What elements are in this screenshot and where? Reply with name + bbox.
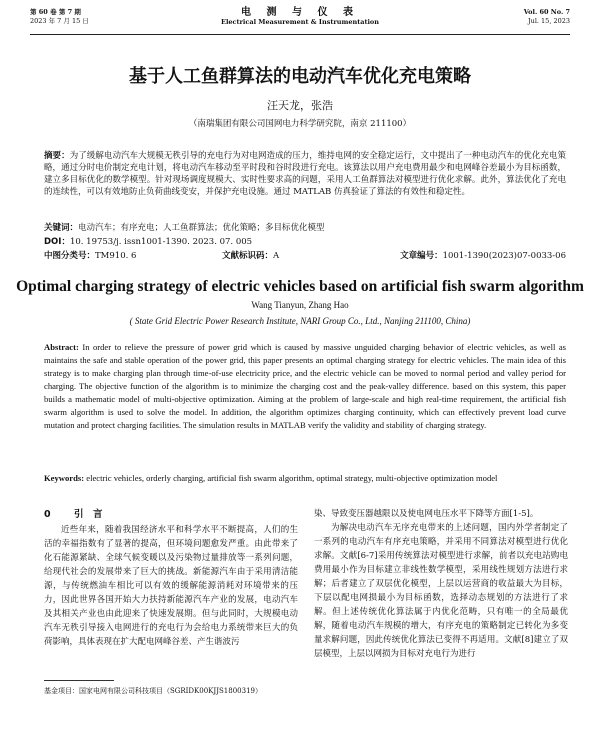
date-cn: 2023 年 7 月 15 日	[30, 17, 89, 25]
title-cn: 基于人工鱼群算法的电动汽车优化充电策略	[129, 66, 471, 87]
header-rule	[30, 34, 570, 35]
abstract-en-label: Abstract:	[44, 342, 79, 352]
clc-label: 中图分类号：	[44, 251, 96, 261]
abstract-cn-text: 为了缓解电动汽车大规模无秩引导的充电行为对电网造成的压力，维持电网的安全稳定运行，文中提出了一种电动汽车的优化充电策略，通过分时电价制定充电计划，将电动汽车移动至平时段和谷时段进行充电。该算法以用户充电费用最少和电网峰谷差最小为目标函数，建立多目标优化的数学模型。针对现场调度规模大、实时性要求高的问题，采用人工鱼群算法对模型进行优化求解。此外，算法优化了充电的连续性，可以有效地防止负荷曲线变安，并保护充电设施。通过 MATLAB 仿真验证了算法的有效性和稳定性。	[44, 151, 566, 197]
keywords-cn	[44, 222, 566, 234]
keywords-en-label: Keywords:	[44, 473, 85, 483]
date-en: Jul. 15, 2023	[528, 17, 570, 25]
clc-value: TM910. 6	[95, 251, 137, 261]
clc-number	[44, 249, 136, 261]
authors-cn: 汪天龙，张浩	[267, 99, 333, 112]
affiliation-cn: （南瑞集团有限公司国网电力科学研究院，南京 211100）	[188, 119, 412, 129]
funding-footnote: 基金项目：国家电网有限公司科技项目（SGRIDK00KJJS1800319）	[44, 687, 262, 695]
volume-en: Vol. 60 No. 7	[523, 8, 570, 16]
intro-paragraph-1: 近些年来，随着我国经济水平和科学水平不断提高，人们的生活的幸福指数有了显著的提高，但环境问题愈发严重。由此带来了化石能源紧缺、全球气候变暖以及污染物过量排放等一系列问题，给现代社会的发展带来了巨大的挑战。新能源汽车由于采用清洁能源，与传统燃油车相比可以有效的缓解能源消耗对环境带来的压力，因此世界各国开始大力扶持新能源汽车产业的发展，电动汽车及其相关产业也由此迎来了快速发展期。但与此同时，大规模电动汽车无秩引导接入电网进行的充电行为会给电力系统带来巨大的负荷影响，具体表现在扩大配电网峰谷差、产生谐波污	[44, 525, 298, 647]
keywords-cn-label: 关键词：	[44, 223, 79, 233]
footnote-rule	[44, 680, 114, 681]
article-number	[400, 249, 566, 261]
title-en: Optimal charging strategy of electric vehicles based on artificial fish swarm algorithm	[16, 278, 584, 295]
doi	[44, 235, 566, 247]
volume-cn: 第 60 卷 第 7 期	[30, 8, 81, 16]
header-center	[30, 8, 570, 27]
section-number: 0	[44, 509, 51, 520]
intro-paragraph-2: 为解决电动汽车无序充电带来的上述问题，国内外学者制定了一系列的电动汽车有序充电策略，并采用不同算法对模型进行优化求解。文献[6-7]采用传统算法对模型进行求解，前者以充电站购电费用最小作为目标建立非线性数学模型，采用线性规划方法进行求解；后者建立了双层优化模型，上层以运营商的收益最大为目标，下层以配电网损最小为目标函数，选择动态规划的方法进行了求解。但上述传统优化算法属于内优化范畴，只有唯一的全局最优解，随着电动汽车规模的增大，有序充电的策略制定已转化为多变量求解问题，因此传统优化算法已变得不再适用。文献[8]建立了双层模型，上层以网损为目标对充电行为进行	[314, 523, 568, 659]
classification-row	[44, 249, 566, 261]
keywords-en-text: electric vehicles, orderly charging, artificial fish swarm algorithm, optimal strategy, multi-objective optimization model	[86, 473, 498, 483]
running-header	[30, 8, 570, 34]
journal-name-cn: 电 测 与 仪 表	[241, 7, 359, 18]
authors-en: Wang Tianyun, Zhang Hao	[251, 300, 349, 310]
article-label: 文章编号：	[400, 251, 443, 261]
body-right-column	[314, 507, 568, 661]
abstract-cn-label: 摘要：	[44, 151, 70, 161]
abstract-cn	[44, 150, 566, 198]
abstract-en-text: In order to relieve the pressure of power grid which is caused by massive unguided charging behavior of electric vehicles, as well as maintains the safe and stable operation of the power grid, this paper presents an optimal charging strategy for electric vehicles. The main idea of this strategy is to make charging plan through time-of-use electricity price, and the electric vehicle can be moved to normal period and valley period for charging. The objective function of the algorithm is to minimize the charging cost and the peak-valley difference. based on this system, this paper builds a mathematic model of multi-objective optimization. Aiming at the problem of large-scale and high real-time requirement, the artificial fish swarm algorithm is used to solve the model. In addition, the algorithm optimizes charging continuity, which can effectively prevent load curve mutation and protect charging facilities. The simulation results in MATLAB verify the validity and stability of charging strategy.	[44, 342, 566, 430]
header-right	[524, 8, 570, 26]
body-left-column	[44, 507, 298, 649]
section-heading	[44, 507, 298, 523]
journal-name-en: Electrical Measurement & Instrumentation	[220, 18, 379, 26]
doc-value: A	[273, 251, 280, 261]
section-title: 引 言	[74, 509, 103, 520]
article-value: 1001-1390(2023)07-0033-06	[442, 251, 566, 261]
abstract-en	[44, 341, 566, 432]
keywords-cn-text: 电动汽车；有序充电；人工鱼群算法；优化策略；多目标优化模型	[78, 223, 325, 233]
doi-label: DOI：	[44, 237, 70, 247]
doi-value: 10. 19753/j. issn1001-1390. 2023. 07. 005	[69, 237, 253, 247]
keywords-en	[44, 472, 566, 485]
affiliation-en: ( State Grid Electric Power Research Institute, NARI Group Co., Ltd., Nanjing 211100, China)	[129, 316, 471, 326]
doc-code	[222, 249, 279, 261]
doc-label: 文献标识码：	[222, 251, 274, 261]
intro-paragraph-1-cont: 染、导致变压器越限以及使电网电压水平下降等方面[1-5]。	[314, 509, 539, 519]
